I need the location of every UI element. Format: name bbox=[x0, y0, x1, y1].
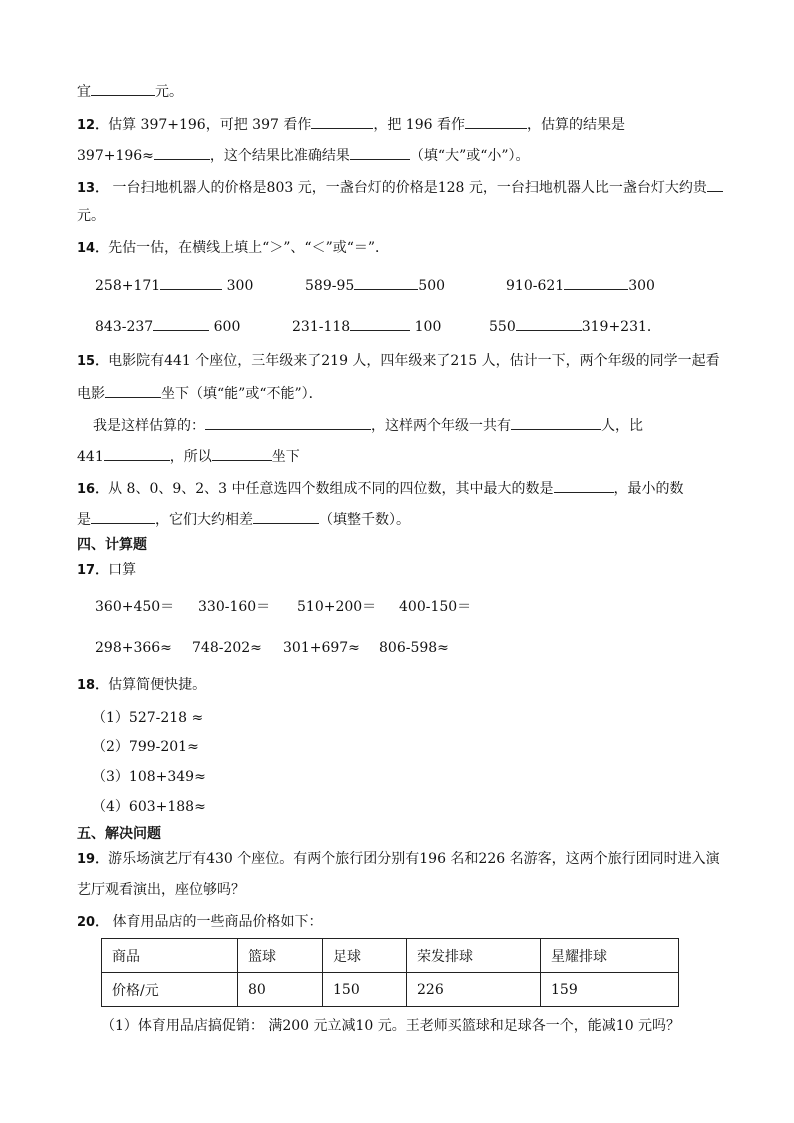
q15-text-3b: ，这样两个年级一共有 bbox=[371, 418, 511, 434]
q20-number: 20． bbox=[77, 915, 109, 930]
q14-item-left: 231-118 bbox=[292, 319, 351, 335]
q14-line bbox=[77, 238, 389, 258]
q12-blank-4[interactable] bbox=[350, 144, 410, 160]
q15-line4 bbox=[77, 445, 300, 465]
table-cell: 篮球 bbox=[238, 939, 323, 973]
q14-item-6 bbox=[489, 315, 661, 337]
q15-text-1: 电影院有441 个座位，三年级来了219 人，四年级来了215 人，估计一下，两个年级的同学一起看 bbox=[108, 353, 720, 369]
table-cell: 80 bbox=[238, 973, 323, 1007]
q14-item-right: 300 bbox=[628, 278, 655, 294]
q17-item: 360+450＝ bbox=[95, 599, 175, 615]
q15-text-2b: 坐下（填“能”或“不能”）． bbox=[161, 386, 323, 402]
q17-item: 301+697≈ bbox=[283, 640, 360, 656]
table-cell: 159 bbox=[541, 973, 679, 1007]
q14-item-3 bbox=[506, 274, 655, 296]
q15-text-3a: 我是这样估算的： bbox=[93, 418, 205, 434]
q19-text-2: 艺厅观看演出，座位够吗？ bbox=[77, 882, 245, 898]
q17-item: 330-160＝ bbox=[198, 599, 271, 615]
q19-line2 bbox=[77, 880, 245, 900]
q14-item-right: 319+231． bbox=[581, 319, 661, 335]
q16-blank-1[interactable] bbox=[554, 477, 614, 493]
table-cell: 足球 bbox=[323, 939, 407, 973]
table-header-row bbox=[102, 939, 679, 973]
q13-number: 13． bbox=[77, 181, 109, 196]
q17-number: 17． bbox=[77, 563, 109, 578]
q15-blank-4[interactable] bbox=[104, 445, 170, 461]
q14-blank[interactable] bbox=[160, 274, 222, 290]
table-cell: 价格/元 bbox=[102, 973, 238, 1007]
q12-text-c: ，估算的结果是 bbox=[526, 117, 625, 133]
q15-text-4b: ，所以 bbox=[169, 449, 212, 465]
q16-number: 16． bbox=[77, 482, 109, 497]
q15-line2 bbox=[77, 382, 323, 402]
q13-line1 bbox=[77, 176, 723, 196]
q16-blank-3[interactable] bbox=[253, 508, 319, 524]
q14-number: 14． bbox=[77, 241, 109, 256]
q16-blank-2[interactable] bbox=[91, 508, 155, 524]
q15-text-2a: 电影 bbox=[77, 386, 105, 402]
q14-blank[interactable] bbox=[350, 315, 410, 331]
q16-text-1a: 从 8、0、9、2、3 中任意选四个数组成不同的四位数，其中最大的数是 bbox=[108, 481, 554, 497]
q18-line bbox=[77, 675, 206, 695]
q14-item-5 bbox=[292, 315, 441, 337]
q14-blank[interactable] bbox=[153, 315, 209, 331]
q16-text-1b: ，最小的数 bbox=[613, 481, 684, 497]
q12-blank-2[interactable] bbox=[465, 113, 527, 129]
q14-item-right: 100 bbox=[414, 319, 442, 335]
q17-title: 口算 bbox=[108, 562, 137, 578]
q14-blank[interactable] bbox=[516, 315, 582, 331]
table-cell: 荣发排球 bbox=[407, 939, 541, 973]
q20-line bbox=[77, 912, 323, 932]
q11-answer-blank[interactable] bbox=[91, 80, 155, 96]
table-cell: 150 bbox=[323, 973, 407, 1007]
q11-tail-line bbox=[77, 80, 183, 100]
q13-line2 bbox=[77, 206, 105, 226]
table-cell: 商品 bbox=[102, 939, 238, 973]
q15-text-4c: 坐下 bbox=[271, 449, 300, 465]
q17-item: 298+366≈ bbox=[95, 640, 172, 656]
table-cell: 226 bbox=[407, 973, 541, 1007]
table-row bbox=[102, 973, 679, 1007]
price-table bbox=[101, 938, 679, 1007]
q16-line1 bbox=[77, 477, 684, 497]
q12-text-b: ，把 196 看作 bbox=[373, 117, 465, 133]
q14-item-right: 300 bbox=[226, 278, 254, 294]
q16-line2 bbox=[77, 508, 410, 528]
q17-item: 400-150＝ bbox=[399, 599, 472, 615]
q14-item-left: 589-95 bbox=[305, 278, 355, 294]
q12-line1 bbox=[77, 113, 625, 133]
q14-item-left: 258+171 bbox=[95, 278, 161, 294]
q20-title: 体育用品店的一些商品价格如下： bbox=[108, 914, 323, 930]
q18-item: （4）603+188≈ bbox=[92, 799, 206, 815]
q15-line3 bbox=[93, 414, 643, 434]
q15-blank-5[interactable] bbox=[212, 445, 272, 461]
q14-item-left: 550 bbox=[489, 319, 516, 335]
q14-item-left: 910-621 bbox=[506, 278, 565, 294]
q13-unit: 元。 bbox=[77, 208, 105, 224]
q14-item-1 bbox=[95, 274, 253, 296]
q16-text-2c: （填整千数）。 bbox=[319, 512, 410, 528]
q14-item-4 bbox=[95, 315, 240, 337]
q12-line2 bbox=[77, 144, 530, 164]
section-5-heading: 五、解决问题 bbox=[77, 826, 161, 842]
q19-number: 19． bbox=[77, 852, 109, 867]
q19-text-1: 游乐场演艺厅有430 个座位。有两个旅行团分别有196 名和226 名游客，这两个旅行团同时进入演 bbox=[108, 851, 720, 867]
q12-text-d: 397+196≈ bbox=[77, 148, 154, 164]
q17-line bbox=[77, 560, 136, 580]
q13-text: 一台扫地机器人的价格是803 元，一盏台灯的价格是128 元，一台扫地机器人比一盏台灯大约贵 bbox=[108, 180, 707, 196]
q15-blank-2[interactable] bbox=[205, 414, 371, 430]
q12-text-a: 估算 397+196，可把 397 看作 bbox=[108, 117, 312, 133]
q17-item: 806-598≈ bbox=[379, 640, 449, 656]
q12-text-f: （填“大”或“小”）。 bbox=[409, 148, 530, 164]
q15-blank-3[interactable] bbox=[511, 414, 601, 430]
section-4-heading: 四、计算题 bbox=[77, 537, 147, 553]
q15-number: 15． bbox=[77, 354, 109, 369]
q18-item: （1）527-218 ≈ bbox=[92, 710, 204, 726]
q15-line1 bbox=[77, 351, 720, 371]
q11-tail-text: 宜 bbox=[77, 84, 91, 100]
q18-item: （3）108+349≈ bbox=[92, 769, 206, 785]
q11-unit: 元。 bbox=[155, 84, 183, 100]
q17-item: 748-202≈ bbox=[192, 640, 262, 656]
q20-sub1: （1）体育用品店搞促销： 满200 元立减10 元。王老师买篮球和足球各一个，能减10 元吗？ bbox=[101, 1018, 681, 1034]
q14-item-2 bbox=[305, 274, 445, 296]
q12-blank-1[interactable] bbox=[311, 113, 373, 129]
q14-blank[interactable] bbox=[354, 274, 418, 290]
q15-blank-1[interactable] bbox=[105, 382, 161, 398]
q19-line1 bbox=[77, 849, 720, 869]
table-cell: 星耀排球 bbox=[541, 939, 679, 973]
q15-text-3c: 人，比 bbox=[601, 418, 643, 434]
q15-text-4a: 441 bbox=[77, 449, 104, 465]
q16-text-2b: ，它们大约相差 bbox=[155, 512, 253, 528]
q12-text-e: ，这个结果比准确结果 bbox=[209, 148, 350, 164]
q14-blank[interactable] bbox=[564, 274, 628, 290]
q17-item: 510+200＝ bbox=[297, 599, 377, 615]
q16-text-2a: 是 bbox=[77, 512, 91, 528]
q18-title: 估算简便快捷。 bbox=[108, 677, 207, 693]
q18-number: 18． bbox=[77, 678, 109, 693]
q13-blank[interactable] bbox=[707, 176, 723, 192]
q14-item-left: 843-237 bbox=[95, 319, 154, 335]
q14-item-right: 600 bbox=[213, 319, 241, 335]
q18-item: （2）799-201≈ bbox=[92, 739, 199, 755]
q14-text: 先估一估，在横线上填上“＞”、“＜”或“＝”． bbox=[108, 240, 390, 256]
q12-blank-3[interactable] bbox=[154, 144, 210, 160]
q14-item-right: 500 bbox=[418, 278, 446, 294]
q12-number: 12． bbox=[77, 118, 109, 133]
